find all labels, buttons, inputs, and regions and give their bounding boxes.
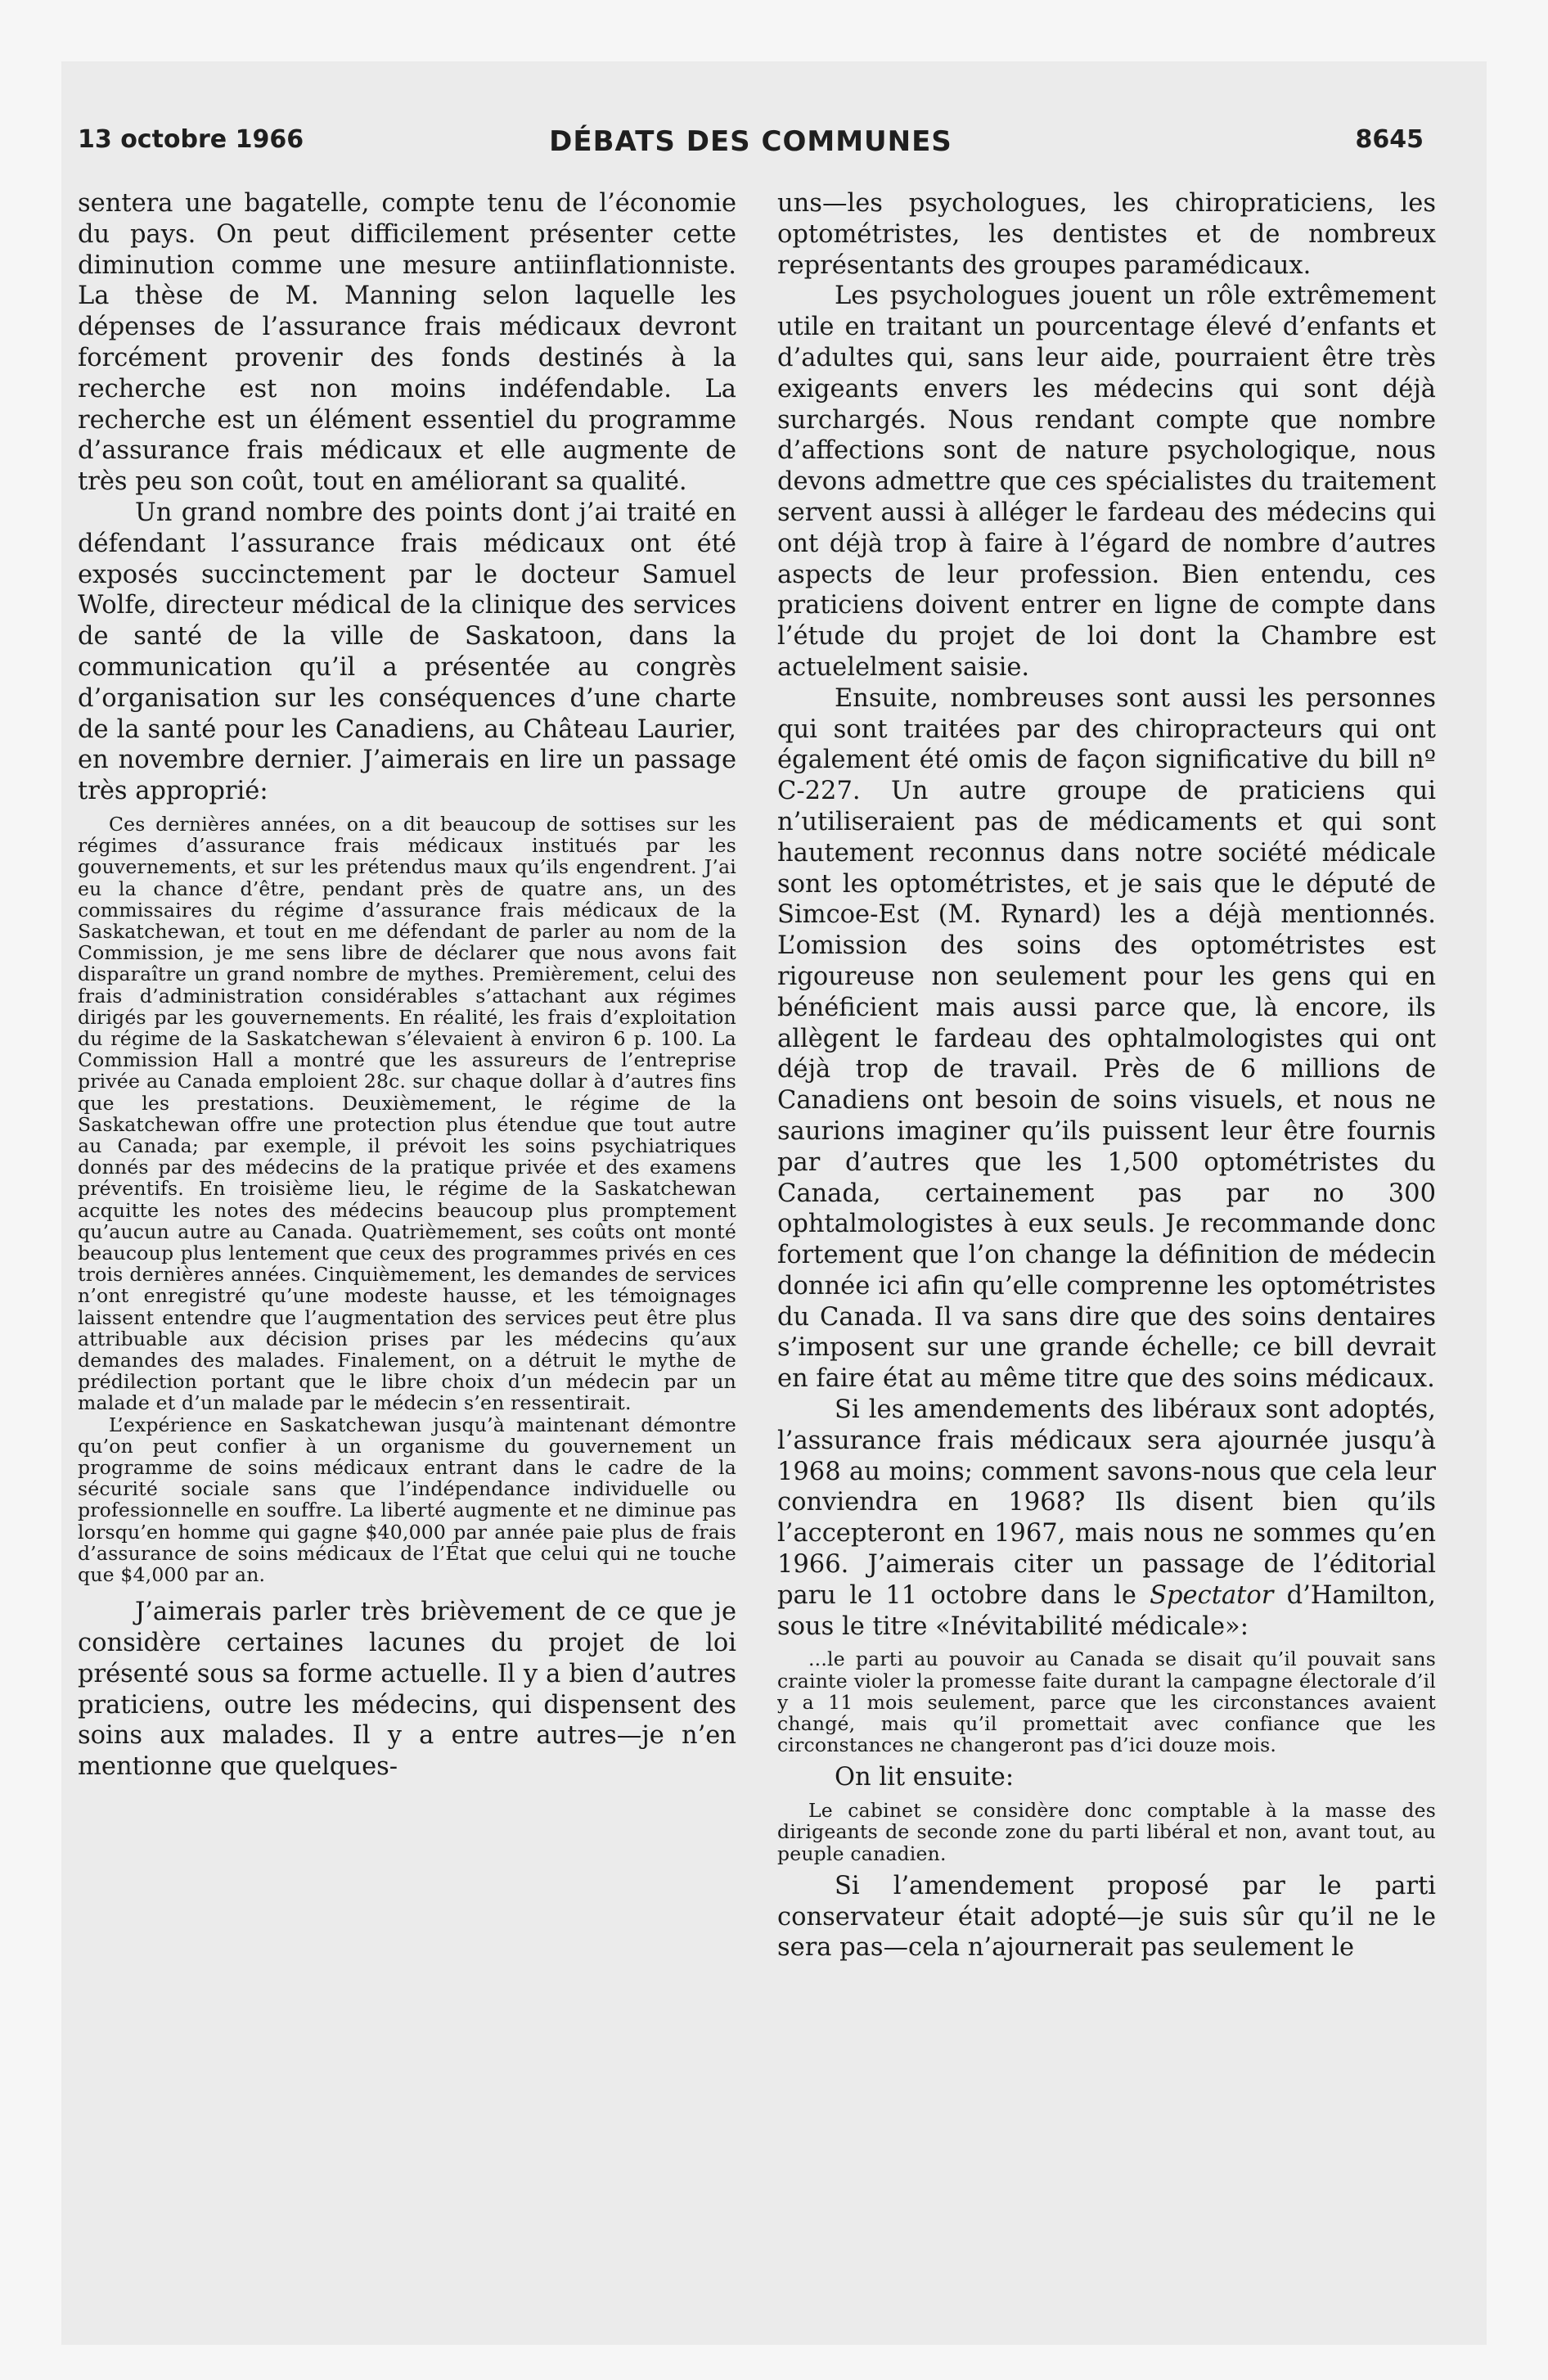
paragraph: Les psychologues jouent un rôle extrêmement utile en traitant un pourcentage élevé d’enfants et d’adultes qui, sans leur aide, pourraient être très exigeants envers les médecins qui sont déjà surchargés. Nous rendant compte que nombre d’affections sont de nature psychologique, nous devons admettre que ces spécialistes du traitement servent aussi à alléger le fardeau des médecins qui ont déjà trop à faire à l’égard de nombre d’autres aspects de leur profession. Bien entendu, ces praticiens doivent entrer en ligne de compte dans l’étude du projet de loi dont la Chambre est actuelelment saisie.: [777, 282, 1436, 682]
newspaper-title: Spectator: [1150, 1580, 1274, 1610]
paragraph: Si l’amendement proposé par le parti conservateur était adopté—je suis sûr qu’il ne le sera pas—cela n’ajournerait pas seulement le: [777, 1871, 1436, 1963]
paragraph: [777, 1395, 1436, 1642]
block-quote: Ces dernières années, on a dit beaucoup de sottises sur les régimes d’assurance frais médicaux institués par les gouvernements, et sur les prétendus maux qu’ils engendrent. J’ai eu la chance d’être, pendant près de quatre ans, un des commissaires du régime d’assurance frais médicaux de la Saskatchewan, et tout en me défendant de parler au nom de la Commission, je me sens libre de déclarer que nous avons fait disparaître un grand nombre de mythes. Premièrement, celui des frais d’administration considérables s’attachant aux régimes dirigés par les gouvernements. En réalité, les frais d’exploitation du régime de la Saskatchewan s’élevaient à environ 6 p. 100. La Commission Hall a montré que les assureurs de l’entreprise privée au Canada emploient 28c. sur chaque dollar à d’autres fins que les prestations. Deuxièmement, le régime de la Saskatchewan offre une protection plus étendue que tout autre au Canada; par exemple, il prévoit les soins psychiatriques donnés par des médecins de la pratique privée et des examens préventifs. En troisième lieu, le régime de la Saskatchewan acquitte les notes des médecins beaucoup plus promptement qu’aucun autre au Canada. Quatrièmement, ses coûts ont monté beaucoup plus lentement que ceux des programmes privés en ces trois dernières années. Cinquièmement, les demandes de services n’ont enregistré qu’une modeste hausse, et les témoignages laissent entendre que l’augmentation des services peut être plus attribuable aux décision prises par les médecins qu’aux demandes des malades. Finalement, on a détruit le mythe de prédilection portant que le libre choix d’un médecin par un malade et d’un malade par le médecin s’en ressentirait.: [78, 812, 736, 1415]
paragraph-text: Si les amendements des libéraux sont adoptés, l’assurance frais médicaux sera ajournée jusqu’à 1968 au moins; comment savons-nous que cela leur conviendra en 1968? Ils disent bien qu’ils l’accepteront en 1967, mais nous ne sommes qu’en 1966. J’aimerais citer un passage de l’éditorial paru le 11 octobre dans le: [777, 1395, 1436, 1610]
block-quote: L’expérience en Saskatchewan jusqu’à maintenant démontre qu’on peut confier à un organisme du gouvernement un programme de soins médicaux entrant dans le cadre de la sécurité sociale sans que l’indépendance individuelle ou professionnelle en souffre. La liberté augmente et ne diminue pas lorsqu’en homme qui gagne $40,000 par année paie plus de frais d’assurance de soins médicaux de l’État que celui qui ne touche que $4,000 par an.: [78, 1413, 736, 1587]
paragraph: sentera une bagatelle, compte tenu de l’économie du pays. On peut difficilement présenter cette diminution comme une mesure antiinflationniste. La thèse de M. Manning selon laquelle les dépenses de l’assurance frais médicaux devront forcément provenir des fonds destinés à la recherche est non moins indéfendable. La recherche est un élément essentiel du programme d’assurance frais médicaux et elle augmente de très peu son coût, tout en améliorant sa qualité.: [78, 189, 736, 497]
right-column: [777, 188, 1436, 2202]
paragraph-text: d’Hamilton, sous le titre «Inévitabilité médicale»:: [777, 1580, 1436, 1641]
page-header: [78, 125, 1424, 166]
header-date: 13 octobre 1966: [78, 125, 304, 154]
paragraph: Ensuite, nombreuses sont aussi les personnes qui sont traitées par des chiropracteurs qui ont également été omis de façon significative du bill nº C-227. Un autre groupe de praticiens qui n’utiliseraient pas de médicaments et qui sont hautement reconnus dans notre société médicale sont les optométristes, et je sais que le député de Simcoe-Est (M. Rynard) les a déjà mentionnés. L’omission des soins des optométristes est rigoureuse non seulement pour les gens qui en bénéficient mais aussi parce que, là encore, ils allègent le fardeau des ophtalmologistes qui ont déjà trop de travail. Près de 6 millions de Canadiens ont besoin de soins visuels, et nous ne saurions imaginer qu’ils puissent leur être fournis par d’autres que les 1,500 optométristes du Canada, certainement pas par no 300 ophtalmologistes à eux seuls. Je recommande donc fortement que l’on change la définition de médecin donnée ici afin qu’elle comprenne les optométristes du Canada. Il va sans dire que des soins dentaires s’imposent sur une grande échelle; ce bill devrait en faire état au même titre que des soins médicaux.: [777, 683, 1436, 1394]
left-column: [78, 188, 736, 2202]
paragraph: Un grand nombre des points dont j’ai traité en défendant l’assurance frais médicaux ont été exposés succinctement par le docteur Samuel Wolfe, directeur médical de la clinique des services de santé de la ville de Saskatoon, dans la communication qu’il a présentée au congrès d’organisation sur les conséquences d’une charte de la santé pour les Canadiens, au Château Laurier, en novembre dernier. J’aimerais en lire un passage très approprié:: [78, 498, 736, 806]
header-page-number: 8645: [1355, 125, 1424, 154]
header-journal-title: DÉBATS DES COMMUNES: [549, 125, 952, 158]
block-quote: ...le parti au pouvoir au Canada se disait qu’il pouvait sans crainte violer la promesse faite durant la campagne électorale d’il y a 11 mois seulement, parce que les circonstances avaient changé, mais qu’il promettait avec confiance que les circonstances ne changeront pas d’ici douze mois.: [777, 1648, 1436, 1757]
block-quote: Le cabinet se considère donc comptable à la masse des dirigeants de seconde zone du parti libéral et non, avant tout, au peuple canadien.: [777, 1799, 1436, 1865]
paragraph: On lit ensuite:: [835, 1763, 1015, 1792]
paragraph: uns—les psychologues, les chiropraticiens, les optométristes, les dentistes et de nombreux représentants des groupes paramédicaux.: [777, 189, 1436, 280]
paragraph: J’aimerais parler très brièvement de ce que je considère certaines lacunes du projet de loi présenté sous sa forme actuelle. Il y a bien d’autres praticiens, outre les médecins, qui dispensent des soins aux malades. Il y a entre autres—je n’en mentionne que quelques-: [78, 1598, 736, 1782]
